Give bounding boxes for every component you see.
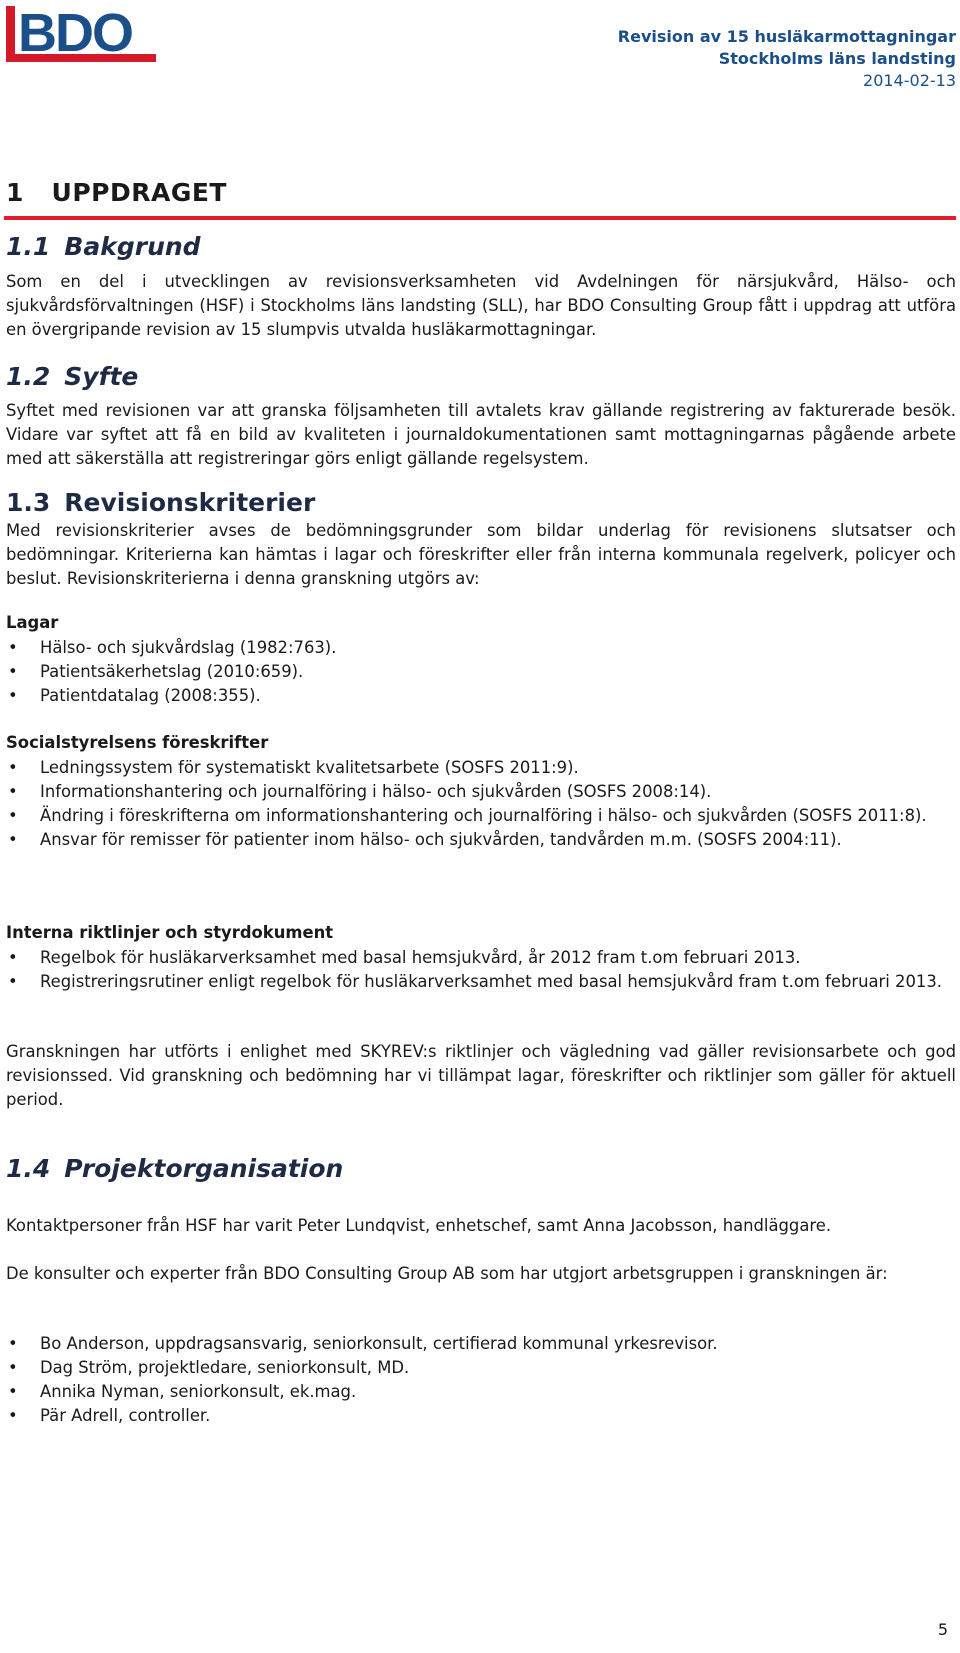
section-number: 1.2 [6, 362, 51, 391]
list-item: • Hälso- och sjukvårdslag (1982:763). [6, 636, 956, 660]
paragraph-granskning: Granskningen har utförts i enlighet med SKYREV:s riktlinjer och vägledning vad gäller revisionsarbete och god revisionssed. Vid granskning och bedömning har vi tillämpat lagar, föreskrifter och riktlinjer som gäller för aktuell period. [6, 1042, 956, 1109]
section-heading-projektorganisation [6, 1154, 343, 1183]
section-number: 1.4 [6, 1154, 51, 1183]
list-item: • Bo Anderson, uppdragsansvarig, seniorkonsult, certifierad kommunal yrkesrevisor. [6, 1332, 956, 1356]
section-title: Revisionskriterier [64, 488, 316, 517]
section-heading-bakgrund [6, 232, 201, 261]
list-socialstyrelsen [6, 756, 956, 852]
section-title: Projektorganisation [64, 1154, 344, 1183]
section-heading-syfte [6, 362, 138, 391]
paragraph-bakgrund: Som en del i utvecklingen av revisionsverksamheten vid Avdelningen för närsjukvård, Hälso- och sjukvårdsförvaltningen (HSF) i Stockholms läns landsting (SLL), har BDO Consulting Group fått i uppdrag att utföra en övergripande revision av 15 slumpvis utvalda husläkarmottagningar. [6, 272, 956, 339]
section-title: Syfte [64, 362, 139, 391]
list-item: • Annika Nyman, seniorkonsult, ek.mag. [6, 1380, 956, 1404]
bdo-logo [6, 4, 166, 66]
paragraph-syfte: Syftet med revisionen var att granska följsamheten till avtalets krav gällande registrering av fakturerade besök. Vidare var syftet att få en bild av kvaliteten i journaldokumentationen samt mottagningarnas pågående arbete med att säkerställa att registreringar görs enligt gällande regelsystem. [6, 401, 956, 468]
chapter-rule [4, 216, 956, 220]
paragraph-revisionskriterier: Med revisionskriterier avses de bedömningsgrunder som bildar underlag för revisionens slutsatser och bedömningar. Kriterierna kan hämtas i lagar och föreskrifter eller från interna kommunala regelverk, policyer och beslut. Revisionskriterierna i denna granskning utgörs av: [6, 521, 956, 588]
list-lagar [6, 636, 956, 708]
section-title: Bakgrund [64, 232, 201, 261]
page-number: 5 [937, 1620, 948, 1639]
chapter-number: 1 [6, 178, 24, 207]
list-item: • Registreringsrutiner enligt regelbok för husläkarverksamhet med basal hemsjukvård fram t.om februari 2013. [6, 970, 956, 994]
svg-text:BDO: BDO [18, 4, 132, 63]
list-interna-riktlinjer [6, 946, 956, 994]
list-item: • Pär Adrell, controller. [6, 1404, 956, 1428]
list-item: • Ledningssystem för systematiskt kvalitetsarbete (SOSFS 2011:9). [6, 756, 956, 780]
subheading-interna-riktlinjer: Interna riktlinjer och styrdokument [6, 923, 334, 942]
list-item: • Dag Ström, projektledare, seniorkonsult, MD. [6, 1356, 956, 1380]
header-title: Revision av 15 husläkarmottagningar [617, 27, 956, 46]
list-item: • Regelbok för husläkarverksamhet med basal hemsjukvård, år 2012 fram t.om februari 2013. [6, 946, 956, 970]
list-item: • Informationshantering och journalföring i hälso- och sjukvården (SOSFS 2008:14). [6, 780, 956, 804]
section-heading-revisionskriterier [6, 488, 315, 517]
subheading-socialstyrelsen: Socialstyrelsens föreskrifter [6, 733, 269, 752]
section-number: 1.3 [6, 488, 51, 517]
paragraph-kontaktpersoner: Kontaktpersoner från HSF har varit Peter Lundqvist, enhetschef, samt Anna Jacobsson, handläggare. [6, 1216, 832, 1235]
list-item: • Ändring i föreskrifterna om informationshantering och journalföring i hälso- och sjukvården (SOSFS 2011:8). [6, 804, 956, 828]
list-item: • Patientsäkerhetslag (2010:659). [6, 660, 956, 684]
document-header [618, 26, 956, 92]
chapter-heading [6, 178, 227, 207]
section-number: 1.1 [6, 232, 51, 261]
list-item: • Ansvar för remisser för patienter inom hälso- och sjukvården, tandvården m.m. (SOSFS 2004:11). [6, 828, 956, 852]
header-date: 2014-02-13 [863, 71, 956, 90]
paragraph-konsulter: De konsulter och experter från BDO Consulting Group AB som har utgjort arbetsgruppen i granskningen är: [6, 1264, 888, 1283]
list-arbetsgrupp [6, 1332, 956, 1428]
list-item: • Patientdatalag (2008:355). [6, 684, 956, 708]
chapter-title: UPPDRAGET [51, 178, 227, 207]
subheading-lagar: Lagar [6, 613, 59, 632]
header-organization: Stockholms läns landsting [718, 49, 956, 68]
